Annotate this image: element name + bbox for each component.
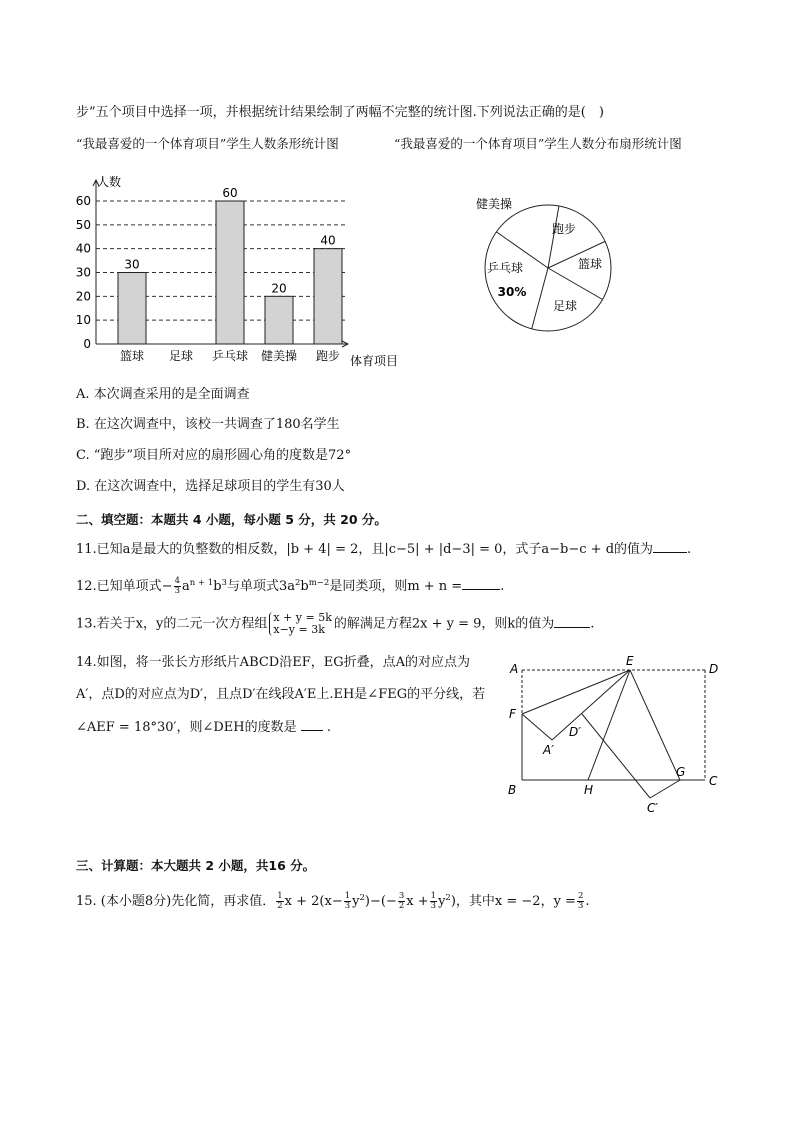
pie-label: 跑步 xyxy=(551,222,577,236)
bar-1 xyxy=(118,273,146,345)
section-3-heading: 三、计算题：本大题共 2 小题，共16 分。 xyxy=(76,858,316,873)
bar-data-label: 60 xyxy=(222,186,238,200)
pie-chart xyxy=(472,192,632,342)
question-13 xyxy=(76,612,594,636)
segment-a-prime-e xyxy=(552,670,630,740)
pie-label: 篮球 xyxy=(577,257,603,271)
q12-exp-n1: n + 1 xyxy=(189,578,214,588)
q13-eq1: x + y = 5k xyxy=(273,611,332,624)
bar-data-label: 20 xyxy=(271,281,287,296)
point-label-f: F xyxy=(509,707,516,721)
pie-label: 乒乓球 xyxy=(486,261,524,275)
q15-frac-1-den: 2 xyxy=(277,901,283,911)
q11-text: 11.已知a是最大的负整数的相反数，|b + 4| = 2，且|c−5| + |d−3| = 0，式子a−b−c + d的值为 xyxy=(76,542,654,557)
q12-frac-den: 3 xyxy=(174,586,180,596)
section-2-heading: 二、填空题：本题共 4 小题，每小题 5 分，共 20 分。 xyxy=(76,512,387,527)
q15-term-2: y xyxy=(352,894,360,909)
option-b: B. 在这次调查中，该校一共调查了180名学生 xyxy=(76,417,340,432)
bar-y-tick-label: 30 xyxy=(75,265,91,280)
q12-answer-blank[interactable] xyxy=(462,577,500,590)
pie-label: 健美操 xyxy=(476,197,513,211)
bar-chart-x-axis-label: 体育项目 xyxy=(350,354,399,368)
q15-frac-5 xyxy=(577,892,584,911)
bar-4 xyxy=(265,296,293,344)
bar-category-label: 篮球 xyxy=(119,349,145,363)
question-11 xyxy=(76,540,691,559)
point-label-d: D xyxy=(709,662,719,676)
q12-prefix: 12.已知单项式− xyxy=(76,579,173,594)
bar-y-tick-label: 20 xyxy=(75,289,91,304)
bar-category-label: 跑步 xyxy=(315,349,341,363)
bar-chart xyxy=(68,168,418,372)
bar-5 xyxy=(314,249,342,344)
q15-frac-2-num: 1 xyxy=(344,891,351,901)
q15-term-6: )，其中x = −2，y = xyxy=(450,894,576,909)
q13-suffix: 的解满足方程2x + y = 9，则k的值为 xyxy=(333,616,555,632)
q15-term-1: x + 2(x− xyxy=(284,894,343,909)
point-label-a-prime: A′ xyxy=(543,743,554,757)
bar-y-tick-label: 60 xyxy=(75,194,91,208)
q13-prefix: 13.若关于x，y的二元一次方程组 xyxy=(76,616,268,632)
q15-frac-3-num: 3 xyxy=(398,891,405,901)
question-15 xyxy=(76,889,590,911)
bar-category-label: 健美操 xyxy=(260,349,298,363)
point-label-h: H xyxy=(584,783,594,797)
bar-y-tick-label: 40 xyxy=(75,241,91,256)
bar-chart-y-axis-label: 人数 xyxy=(97,175,122,189)
question-intro-text: 步”五个项目中选择一项，并根据统计结果绘制了两幅不完整的统计图.下列说法正确的是( ) xyxy=(76,105,604,120)
q15-frac-5-num: 2 xyxy=(577,891,584,901)
q12-exp-3: 3 xyxy=(221,578,227,588)
q15-exp-5: 2 xyxy=(445,893,451,903)
q12-mid-text: 与单项式3a xyxy=(226,579,295,594)
bar-3 xyxy=(216,201,244,344)
q13-eq2: x−y = 3k xyxy=(273,623,325,636)
question-14-line-3 xyxy=(76,718,331,737)
bar-data-label: 40 xyxy=(320,233,336,248)
point-label-b: B xyxy=(508,783,517,797)
bar-chart-category-labels xyxy=(120,348,340,363)
q12-suffix: . xyxy=(500,579,505,594)
bar-category-label: 足球 xyxy=(168,349,194,363)
q14-line3-text: ∠AEF = 18°30′，则∠DEH的度数是 xyxy=(76,720,297,735)
q15-frac-1 xyxy=(276,892,283,911)
q13-equation-system xyxy=(269,612,332,636)
q15-term-3: )−(− xyxy=(364,894,397,909)
q15-frac-4 xyxy=(430,892,437,911)
point-label-e: E xyxy=(626,654,634,668)
segment-c-prime-g xyxy=(650,780,680,798)
q15-frac-3 xyxy=(398,892,405,911)
q15-frac-2 xyxy=(344,892,351,911)
q15-term-5: y xyxy=(438,894,446,909)
q15-frac-3-den: 2 xyxy=(398,901,405,911)
point-label-c-prime: C′ xyxy=(647,801,659,815)
q15-frac-5-den: 3 xyxy=(577,901,584,911)
q15-frac-4-num: 1 xyxy=(430,891,437,901)
bar-y-tick-label: 10 xyxy=(75,313,91,328)
segment-eh xyxy=(588,670,630,780)
q12-fraction xyxy=(174,577,181,596)
q12-var-a: a xyxy=(182,579,190,594)
q13-end: . xyxy=(590,616,595,632)
option-d: D. 在这次调查中，选择足球项目的学生有30人 xyxy=(76,479,345,494)
q12-condition: 是同类项，则m + n = xyxy=(329,579,463,594)
q12-exp-m2: m−2 xyxy=(308,578,330,588)
bar-category-label: 乒乓球 xyxy=(211,349,249,363)
bar-chart-tick-labels xyxy=(76,194,91,351)
question-14-line-1: 14.如图，将一张长方形纸片ABCD沿EF，EG折叠，点A的对应点为 xyxy=(76,655,470,670)
q13-answer-blank[interactable] xyxy=(554,615,590,628)
q15-frac-4-den: 3 xyxy=(430,901,437,911)
pie-percent-label: 30% xyxy=(497,285,527,299)
point-label-c: C xyxy=(709,774,718,788)
q15-exp-2: 2 xyxy=(359,893,365,903)
q12-exp-2: 2 xyxy=(294,578,301,588)
q12-var-b2: b xyxy=(300,579,309,594)
q15-prefix: 15. (本小题8分)先化简，再求值． xyxy=(76,894,276,909)
option-a: A. 本次调查采用的是全面调查 xyxy=(76,387,250,402)
q15-term-4: x + xyxy=(406,894,429,909)
point-label-a: A xyxy=(510,662,519,676)
q14-suffix: . xyxy=(326,720,332,735)
fold-line-eg xyxy=(630,670,680,780)
point-label-d-prime: D′ xyxy=(569,725,581,739)
bar-chart-caption: “我最喜爱的一个体育项目”学生人数条形统计图 xyxy=(76,136,339,151)
segment-fa-prime xyxy=(522,714,552,740)
question-12 xyxy=(76,574,504,596)
point-label-g: G xyxy=(676,765,686,779)
pie-label: 足球 xyxy=(552,299,578,313)
q12-var-b: b xyxy=(213,579,222,594)
q14-answer-blank[interactable] xyxy=(301,718,323,731)
q15-frac-1-num: 1 xyxy=(277,891,283,901)
pie-chart-caption: “我最喜爱的一个体育项目”学生人数分布扇形统计图 xyxy=(394,136,682,151)
q11-suffix: . xyxy=(687,542,692,557)
bar-y-tick-label: 50 xyxy=(75,217,91,232)
bar-data-label: 30 xyxy=(124,257,140,272)
q15-frac-2-den: 3 xyxy=(344,901,351,911)
q12-frac-num: 4 xyxy=(174,576,180,586)
q11-answer-blank[interactable] xyxy=(653,540,687,553)
q14-geometry-figure xyxy=(500,652,730,822)
bar-y-tick-label: 0 xyxy=(83,337,91,351)
option-c: C. “跑步”项目所对应的扇形圆心角的度数是72° xyxy=(76,448,352,463)
fold-line-ef xyxy=(522,670,630,714)
q15-end: . xyxy=(585,894,590,909)
question-14-line-2: A′，点D的对应点为D′，且点D′在线段A′E上.EH是∠FEG的平分线，若 xyxy=(76,687,486,702)
